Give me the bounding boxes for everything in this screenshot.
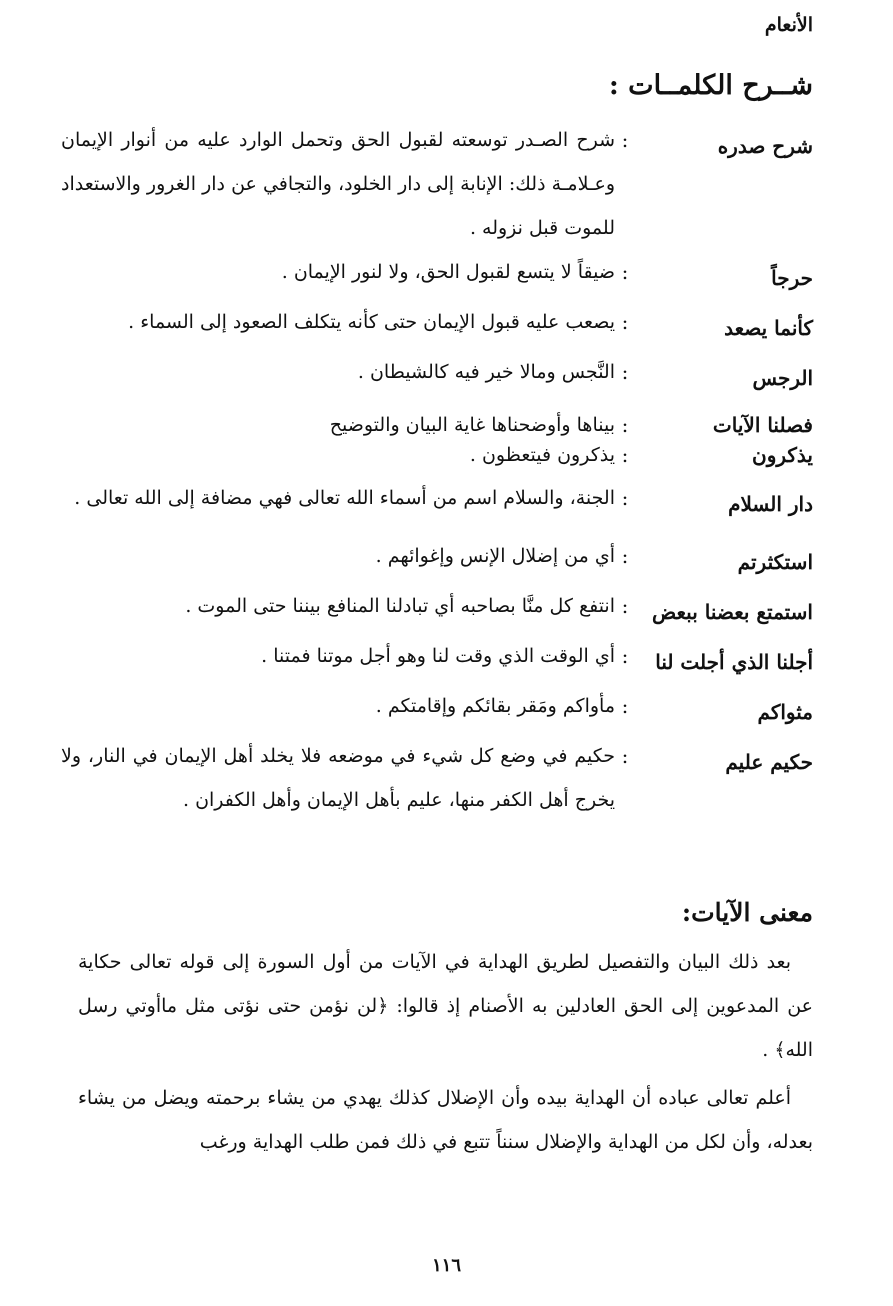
glossary-colon: : — [621, 360, 629, 384]
glossary-colon: : — [621, 486, 629, 510]
glossary-term: أجلنا الذي أجلت لنا — [655, 650, 813, 674]
glossary-definition: النَّجس ومالا خير فيه كالشيطان . — [357, 361, 615, 383]
glossary-heading: شــرح الكلمــات : — [608, 70, 813, 101]
glossary-colon: : — [621, 594, 629, 618]
glossary-colon: : — [621, 260, 629, 284]
glossary-definition: أي الوقت الذي وقت لنا وهو أجل موتنا فمتنا . — [261, 645, 615, 667]
glossary-entry — [61, 534, 813, 584]
glossary-definition: ضيقاً لا يتسع لقبول الحق، ولا لنور الإيمان . — [281, 261, 615, 283]
page-number: ١١٦ — [431, 1255, 461, 1276]
glossary-definition: انتفع كل منَّا بصاحبه أي تبادلنا المنافع بيننا حتى الموت . — [185, 595, 615, 617]
glossary-term: شرح صدره — [717, 134, 813, 158]
glossary-entry — [61, 250, 813, 300]
glossary-entry — [61, 300, 813, 350]
glossary-definition: بيناها وأوضحناها غاية البيان والتوضيح — [329, 414, 615, 436]
glossary-term: الرجس — [752, 366, 813, 390]
glossary-term: دار السلام — [728, 492, 813, 516]
glossary-term: مثواكم — [757, 700, 813, 724]
glossary-entry — [61, 584, 813, 634]
glossary-term: حكيم عليم — [725, 750, 813, 774]
glossary-entry — [61, 350, 813, 400]
glossary-colon: : — [621, 744, 629, 768]
glossary-term: استمتع بعضنا ببعض — [652, 600, 813, 624]
glossary-definition: شرح الصـدر توسعته لقبول الحق وتحمل الوارد عليه من أنوار الإيمان وعـلامـة ذلك: الإنابة إلى دار الخلود، والتجافي عن دار الغرور والاستعداد للموت قبل نزوله . — [61, 129, 615, 239]
glossary-term: كأنما يصعد — [724, 316, 813, 340]
glossary-entry — [61, 634, 813, 684]
meaning-paragraph: أعلم تعالى عباده أن الهداية بيده وأن الإضلال كذلك يهدي من يشاء برحمته ويضل من يشاء بعدله، وأن لكل من الهداية والإضلال سنناً تتبع في ذلك فمن طلب الهداية ورغب — [78, 1087, 813, 1153]
glossary-colon: : — [621, 644, 629, 668]
glossary-term: حرجاً — [771, 266, 813, 290]
glossary-term: استكثرتم — [737, 550, 813, 574]
glossary-entry — [61, 440, 813, 470]
glossary-entry — [61, 734, 813, 822]
glossary-colon: : — [621, 544, 629, 568]
glossary-definition: أي من إضلال الإنس وإغوائهم . — [375, 545, 615, 567]
meaning-heading: معنى الآيات: — [681, 898, 813, 927]
glossary-colon: : — [621, 310, 629, 334]
glossary-entry — [61, 684, 813, 734]
glossary-definition: مأواكم ومَقر بقائكم وإقامتكم . — [375, 695, 615, 717]
glossary-colon: : — [621, 413, 629, 437]
running-header: الأنعام — [764, 14, 813, 36]
glossary-colon: : — [621, 443, 629, 467]
glossary-entry — [61, 410, 813, 440]
glossary-colon: : — [621, 128, 629, 152]
glossary-term: يذكرون — [752, 443, 813, 467]
glossary-definition: يذكرون فيتعظون . — [469, 444, 615, 466]
glossary-definition: حكيم في وضع كل شيء في موضعه فلا يخلد أهل الإيمان في النار، ولا يخرج أهل الكفر منها، عليم بأهل الإيمان وأهل الكفران . — [61, 745, 615, 811]
meaning-paragraph: بعد ذلك البيان والتفصيل لطريق الهداية في الآيات من أول السورة إلى قوله تعالى حكاية عن المدعوين إلى الحق العادلين به الأصنام إذ قالوا: ﴿لن نؤمن حتى نؤتى مثل ماأوتي رسل الله﴾ . — [78, 951, 814, 1061]
glossary-definition: الجنة، والسلام اسم من أسماء الله تعالى فهي مضافة إلى الله تعالى . — [74, 487, 615, 509]
glossary-definition: يصعب عليه قبول الإيمان حتى كأنه يتكلف الصعود إلى السماء . — [128, 311, 615, 333]
glossary-list — [61, 118, 813, 822]
glossary-entry — [61, 118, 813, 250]
glossary-term: فصلنا الآيات — [712, 413, 813, 437]
meaning-body — [78, 940, 813, 1164]
glossary-colon: : — [621, 694, 629, 718]
glossary-entry — [61, 476, 813, 526]
